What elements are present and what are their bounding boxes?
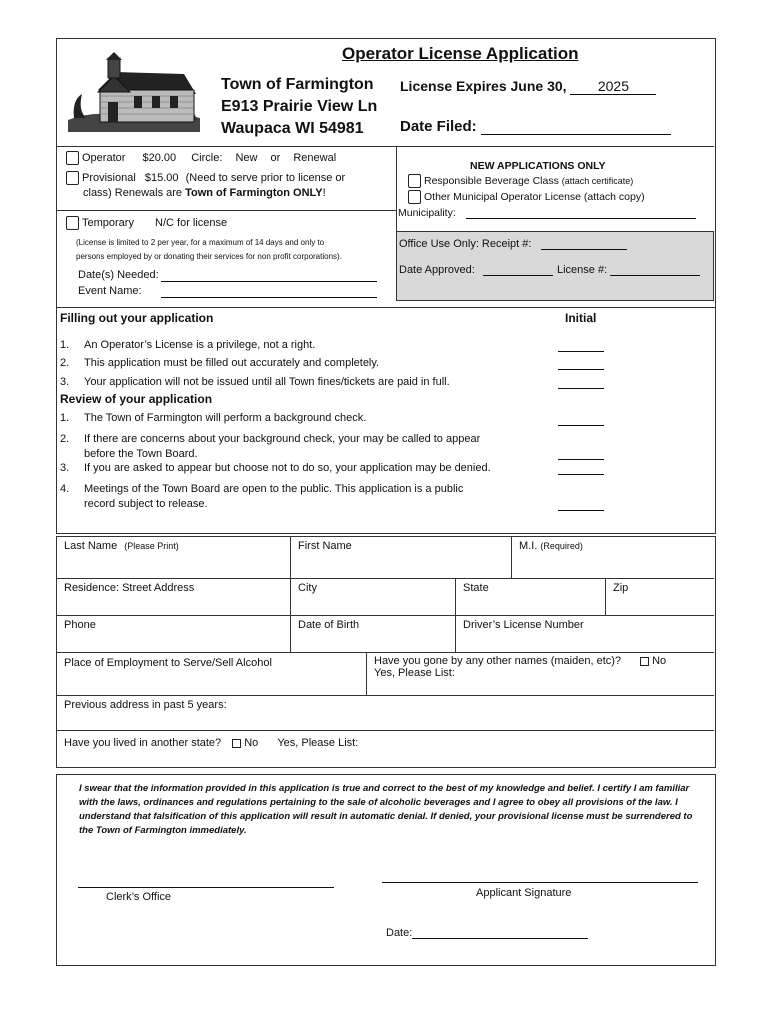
review-item-2 — [60, 432, 481, 460]
license-expires-label: License Expires June 30, — [400, 78, 567, 94]
state-label: State — [463, 582, 489, 594]
review-item-1-text: The Town of Farmington will perform a background check. — [84, 412, 367, 424]
review-item-4-line1: Meetings of the Town Board are open to the public. This application is a public — [84, 483, 464, 495]
form-title: Operator License Application — [342, 44, 579, 63]
initial-label: Initial — [565, 311, 597, 325]
please-print-note: (Please Print) — [124, 541, 179, 551]
provisional-desc2c: ! — [322, 187, 326, 199]
operator-fee: $20.00 — [142, 151, 177, 164]
fill-title: Filling out your application — [60, 311, 214, 325]
review-item-4-line2: record subject to release. — [84, 498, 208, 510]
municipality-label: Municipality: — [398, 207, 456, 219]
clerk-label: Clerk’s Office — [106, 891, 172, 903]
last-name-field[interactable] — [64, 540, 179, 552]
grid-col-f — [366, 652, 367, 695]
temporary-checkbox[interactable] — [66, 216, 79, 230]
provisional-desc2b: Town of Farmington ONLY — [185, 187, 323, 199]
town-block — [221, 74, 377, 140]
employment-field[interactable] — [64, 657, 272, 669]
city-label: City — [298, 582, 317, 594]
other-license-row — [408, 190, 645, 204]
initial-line-3[interactable] — [558, 388, 604, 389]
sign-date-label: Date: — [386, 927, 413, 939]
rbs-note: (attach certificate) — [561, 175, 634, 186]
review-title: Review of your application — [60, 392, 213, 406]
fill-item-3-text: Your application will not be issued until all Town fines/tickets are paid in full. — [84, 376, 450, 388]
review-item-4-num: 4. — [60, 483, 70, 495]
new-option[interactable]: New — [235, 151, 258, 164]
review-item-3-num: 3. — [60, 462, 70, 474]
dob-field[interactable] — [298, 619, 359, 631]
fill-item-1 — [60, 339, 316, 351]
first-name-label: First Name — [298, 540, 352, 552]
provisional-desc2a: class) Renewals are — [83, 187, 186, 199]
mi-label: M.I. — [519, 540, 538, 552]
event-name-field[interactable] — [161, 297, 377, 298]
dob-label: Date of Birth — [298, 619, 360, 631]
other-names-no-label: No — [652, 655, 667, 667]
other-license-label: Other Municipal Operator License (attach copy) — [424, 190, 645, 203]
date-filed — [400, 118, 671, 135]
other-names-no-checkbox[interactable] — [640, 657, 649, 666]
dates-needed-field[interactable] — [161, 281, 377, 282]
applicant-label: Applicant Signature — [476, 887, 572, 899]
applicant-signature-line[interactable] — [382, 882, 698, 883]
employment-label: Place of Employment to Serve/Sell Alcohol — [64, 657, 272, 669]
review-item-1-num: 1. — [60, 412, 70, 424]
rbs-checkbox[interactable] — [408, 174, 421, 188]
receipt-label: Office Use Only: Receipt #: — [399, 238, 532, 250]
provisional-row — [66, 171, 394, 201]
date-approved-field[interactable] — [483, 275, 553, 276]
fill-item-1-num: 1. — [60, 339, 70, 351]
date-filed-field[interactable] — [481, 120, 671, 135]
operator-row — [66, 151, 396, 165]
street-label: Residence: Street Address — [64, 582, 195, 594]
circle-label: Circle: — [191, 151, 223, 164]
fill-item-1-text: An Operator’s License is a privilege, not a right. — [84, 339, 316, 351]
license-divider — [396, 146, 397, 232]
fill-item-2-text: This application must be filled out accurately and completely. — [84, 357, 380, 369]
license-no-label: License #: — [557, 264, 608, 276]
review-item-1 — [60, 412, 367, 424]
provisional-label: Provisional — [82, 172, 136, 184]
renewal-option[interactable]: Renewal — [293, 151, 337, 164]
header-divider — [56, 146, 714, 147]
sign-date-field[interactable] — [412, 938, 588, 939]
town-name: Town of Farmington — [221, 76, 374, 93]
review-item-4-text — [84, 482, 463, 512]
temporary-note1: (License is limited to 2 per year, for a maximum of 14 days and only to — [76, 238, 325, 247]
oath-text: I swear that the information provided in this application is true and correct to the best of my knowledge and belief. I certify I am familiar with the laws, ordinances and regulations pertaining to the sale of alcoholic beverages and I agree to obey all provisions of the law. I understand that falsification of this application will result in automatic denial. If denied, your provisional license must be surrendered to the Town of Farmington immediately. — [79, 783, 693, 836]
zip-field[interactable] — [613, 582, 628, 594]
grid-col-a — [290, 536, 291, 578]
rbs-label: Responsible Beverage Class — [424, 174, 559, 187]
review-item-3-text: If you are asked to appear but choose not to do so, your application may be denied. — [84, 462, 491, 474]
clerk-signature-line[interactable] — [78, 887, 334, 888]
review-item-2-line2: before the Town Board. — [84, 448, 198, 460]
review-item-2-num: 2. — [60, 433, 70, 445]
operator-label: Operator — [82, 151, 126, 164]
phone-label: Phone — [64, 619, 96, 631]
street-field[interactable] — [64, 582, 194, 594]
town-address-line1: E913 Prairie View Ln — [221, 98, 378, 115]
other-names-no-option[interactable] — [640, 655, 666, 667]
mi-field[interactable] — [519, 540, 583, 552]
initial-line-2[interactable] — [558, 369, 604, 370]
other-names-field — [374, 655, 666, 679]
other-state-row — [64, 737, 358, 749]
initial-line-5[interactable] — [558, 459, 604, 460]
license-no-field[interactable] — [610, 275, 700, 276]
zip-label: Zip — [613, 582, 629, 594]
temporary-divider — [56, 210, 396, 211]
grid-row-4 — [56, 695, 714, 696]
other-state-yes-label[interactable]: Yes, Please List: — [277, 737, 359, 749]
operator-checkbox[interactable] — [66, 151, 79, 165]
date-filed-label: Date Filed: — [400, 118, 477, 135]
mi-required-note: (Required) — [540, 541, 583, 551]
dl-field[interactable] — [463, 619, 584, 631]
prev-addr-label: Previous address in past 5 years: — [64, 699, 227, 711]
initial-line-1[interactable] — [558, 351, 604, 352]
grid-row-5 — [56, 730, 714, 731]
provisional-fee: $15.00 — [144, 172, 179, 184]
first-name-field[interactable] — [298, 540, 352, 552]
other-license-checkbox[interactable] — [408, 190, 421, 204]
initial-line-7[interactable] — [558, 510, 604, 511]
temporary-row — [66, 216, 227, 230]
fill-item-3 — [60, 376, 450, 388]
fill-item-3-num: 3. — [60, 376, 70, 388]
event-name-label: Event Name: — [78, 285, 142, 297]
grid-col-c — [290, 578, 291, 652]
receipt-field[interactable] — [541, 249, 627, 250]
other-state-label: Have you lived in another state? — [64, 737, 222, 749]
grid-col-b — [511, 536, 512, 578]
city-field[interactable] — [298, 582, 317, 594]
review-item-2-text — [84, 432, 480, 462]
grid-col-e — [605, 578, 606, 615]
other-state-no-checkbox[interactable] — [232, 739, 241, 748]
other-state-no-label: No — [244, 737, 259, 749]
prev-addr-field[interactable] — [64, 699, 227, 711]
temporary-fee: N/C for license — [155, 216, 228, 229]
temporary-note2: persons employed by or donating their services for non profit corporations). — [76, 252, 342, 261]
provisional-desc: (Need to serve prior to license or — [185, 172, 346, 184]
provisional-checkbox[interactable] — [66, 171, 79, 185]
grid-row-1 — [56, 578, 714, 579]
initial-line-6[interactable] — [558, 474, 604, 475]
review-item-4 — [60, 482, 464, 510]
license-expires — [400, 78, 656, 95]
other-names-label: Have you gone by any other names (maiden, etc)? — [374, 655, 622, 667]
review-item-3 — [60, 462, 491, 474]
temporary-label: Temporary — [82, 216, 134, 229]
grid-row-2 — [56, 615, 714, 616]
schoolhouse-logo — [64, 50, 204, 136]
license-year[interactable]: 2025 — [570, 78, 656, 95]
grid-row-3 — [56, 652, 714, 653]
phone-field[interactable] — [64, 619, 96, 631]
other-state-no-option[interactable] — [232, 737, 258, 749]
review-item-2-line1: If there are concerns about your background check, your may be called to appear — [84, 433, 481, 445]
fill-item-2-num: 2. — [60, 357, 70, 369]
dates-needed-label: Date(s) Needed: — [78, 269, 159, 281]
municipality-field[interactable] — [466, 218, 696, 219]
fill-item-2 — [60, 357, 380, 369]
new-apps-title: NEW APPLICATIONS ONLY — [470, 160, 606, 172]
town-address-line2: Waupaca WI 54981 — [221, 120, 364, 137]
last-name-label: Last Name — [64, 540, 118, 552]
temporary-note — [76, 236, 342, 264]
date-approved-label: Date Approved: — [399, 264, 475, 276]
grid-col-d — [455, 578, 456, 652]
or-text: or — [270, 151, 281, 164]
state-field[interactable] — [463, 582, 489, 594]
other-names-yes-label[interactable]: Yes, Please List: — [374, 667, 455, 679]
dl-label: Driver’s License Number — [463, 619, 584, 631]
initial-line-4[interactable] — [558, 425, 604, 426]
rbs-row — [408, 174, 633, 188]
